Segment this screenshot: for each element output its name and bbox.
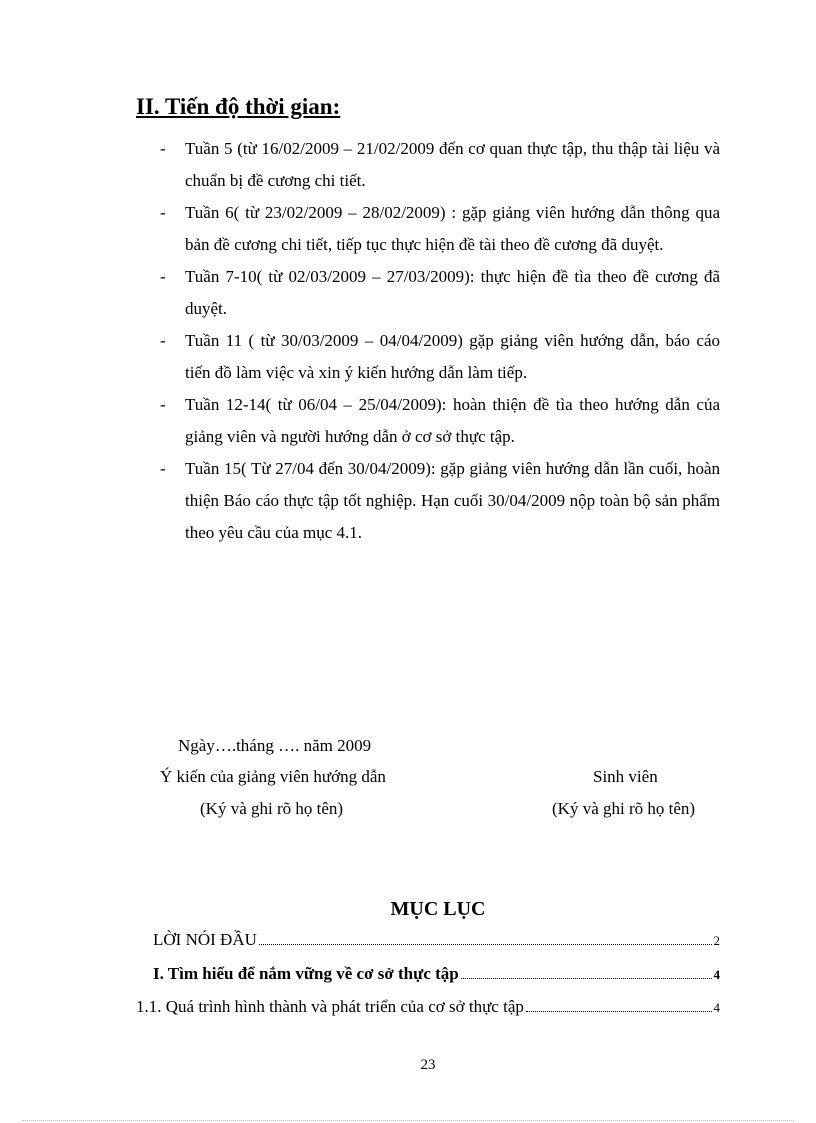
toc-dot-leader — [461, 977, 712, 979]
page-bottom-divider — [22, 1120, 794, 1121]
list-item-text: Tuần 5 (từ 16/02/2009 – 21/02/2009 đến cơ quan thực tập, thu thập tài liệu và chuẩn bị đề cương chi tiết. — [185, 139, 720, 190]
bullet-dash: - — [160, 139, 166, 158]
schedule-list — [160, 133, 720, 549]
signature-date-line: Ngày….tháng …. năm 2009 — [178, 736, 372, 755]
student-signature-title: Sinh viên — [593, 767, 658, 786]
toc-entry-label: 1.1. Quá trình hình thành và phát triển của cơ sở thực tập — [136, 997, 524, 1016]
toc-entry[interactable] — [153, 930, 720, 950]
list-item — [160, 453, 720, 549]
toc-entry[interactable] — [153, 964, 720, 984]
toc-entry-page: 4 — [713, 1000, 720, 1015]
page-number: 23 — [420, 1057, 436, 1073]
toc-entry-page: 2 — [713, 933, 720, 948]
list-item — [160, 261, 720, 325]
list-item — [160, 325, 720, 389]
toc-title: MỤC LỤC — [390, 898, 486, 920]
student-signature-note: (Ký và ghi rõ họ tên) — [552, 799, 696, 818]
advisor-signature-note: (Ký và ghi rõ họ tên) — [200, 799, 344, 818]
list-item-text: Tuần 15( Từ 27/04 đến 30/04/2009): gặp giảng viên hướng dẫn lần cuối, hoàn thiện Báo cáo thực tập tốt nghiệp. Hạn cuối 30/04/2009 nộp toàn bộ sản phẩm theo yêu cầu của mục 4.1. — [185, 459, 720, 542]
list-item — [160, 389, 720, 453]
section-heading: II. Tiến độ thời gian: — [136, 94, 341, 119]
toc-entry[interactable] — [136, 997, 720, 1017]
bullet-dash: - — [160, 203, 166, 222]
list-item-text: Tuần 12-14( từ 06/04 – 25/04/2009): hoàn thiện đề tìa theo hướng dẫn của giảng viên và người hướng dẫn ở cơ sở thực tập. — [185, 395, 720, 446]
list-item-text: Tuần 6( từ 23/02/2009 – 28/02/2009) : gặp giảng viên hướng dẫn thông qua bản đề cương chi tiết, tiếp tục thực hiện đề tài theo đề cương đã duyệt. — [185, 203, 720, 254]
list-item — [160, 133, 720, 197]
bullet-dash: - — [160, 267, 166, 286]
list-item-text: Tuần 11 ( từ 30/03/2009 – 04/04/2009) gặp giảng viên hướng dẫn, báo cáo tiến đồ làm việc và xin ý kiến hướng dẫn làm tiếp. — [185, 331, 720, 382]
bullet-dash: - — [160, 459, 166, 478]
advisor-signature-title: Ý kiến của giảng viên hướng dẫn — [160, 767, 386, 786]
toc-dot-leader — [526, 1010, 712, 1012]
toc-entry-label: LỜI NÓI ĐẦU — [153, 930, 257, 949]
toc-dot-leader — [259, 943, 712, 945]
bullet-dash: - — [160, 395, 166, 414]
list-item — [160, 197, 720, 261]
list-item-text: Tuần 7-10( từ 02/03/2009 – 27/03/2009): thực hiện đề tìa theo đề cương đã duyệt. — [185, 267, 720, 318]
toc-entry-label: I. Tìm hiểu để nắm vững về cơ sở thực tập — [153, 964, 459, 983]
toc-entry-page: 4 — [713, 967, 720, 982]
bullet-dash: - — [160, 331, 166, 350]
